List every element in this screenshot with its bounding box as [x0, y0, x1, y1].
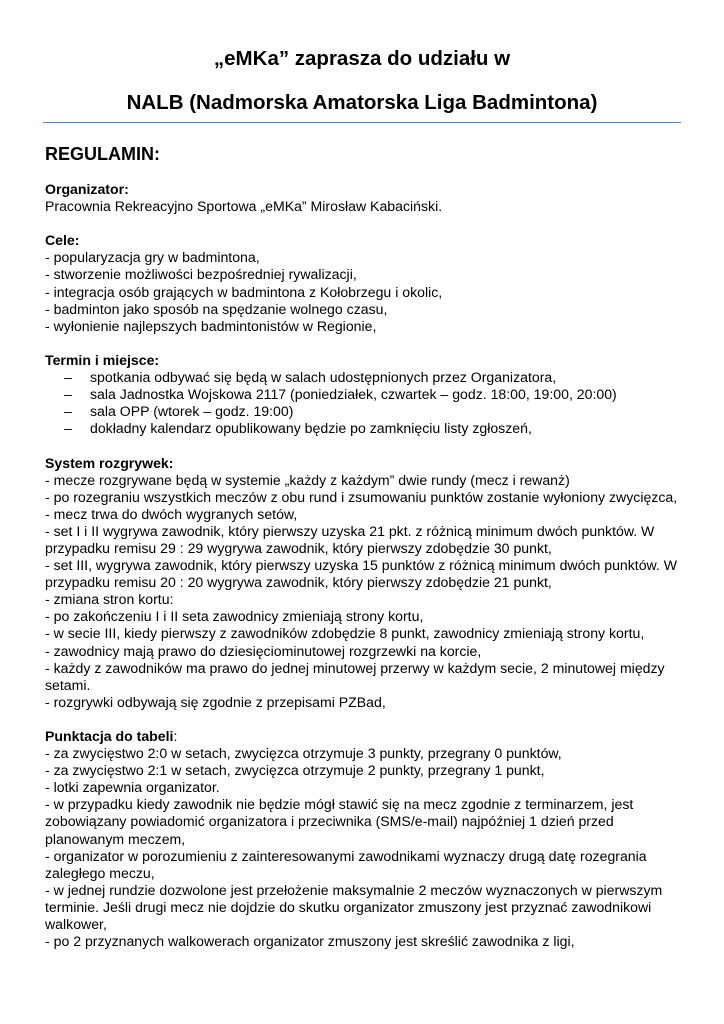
goals-item: - stworzenie możliwości bezpośredniej rywalizacji, [45, 266, 357, 283]
regulamin-heading: REGULAMIN: [45, 144, 160, 164]
venue-item-text: sala OPP (wtorek – godz. 19:00) [90, 403, 294, 420]
system-item: - mecz trwa do dwóch wygranych setów, [45, 505, 298, 522]
title-line-1: „eMKa” zaprasza do udziału w [213, 47, 511, 70]
scoring-item: - po 2 przyznanych walkowerach organizator zmuszony jest skreślić zawodnika z ligi, [45, 933, 575, 950]
document-body [45, 181, 685, 967]
venue-item-text: dokładny kalendarz opublikowany będzie po zamknięciu listy zgłoszeń, [90, 420, 532, 437]
system-item: - po rozegraniu wszystkich meczów z obu rund i zsumowaniu punktów zostanie wyłoniony zwycięzca, [45, 488, 678, 505]
venue-item [45, 420, 685, 437]
scoring-item: - za zwycięstwo 2:1 w setach, zwycięzca otrzymuje 2 punkty, przegrany 1 punkt, [45, 762, 545, 779]
goals-section [45, 232, 685, 335]
scoring-item: - w jednej rundzie dozwolone jest przełożenie maksymalnie 2 meczów wyznaczonych w pierwszym terminie. Jeśli drugi mecz nie dojdzie do skutku organizator zmuszony jest przyznać zawodnikowi walkower, [45, 881, 663, 933]
dash-bullet: – [64, 420, 72, 437]
system-item: - każdy z zawodników ma prawo do jednej minutowej przerwy w każdym secie, 2 minutowej między setami. [45, 659, 665, 693]
scoring-section [45, 728, 685, 950]
venue-item-text: spotkania odbywać się będą w salach udostępnionych przez Organizatora, [90, 369, 557, 386]
goals-item: - wyłonienie najlepszych badmintonistów w Regionie, [45, 317, 377, 334]
dash-bullet: – [64, 369, 72, 386]
scoring-item: - w przypadku kiedy zawodnik nie będzie mógł stawić się na mecz zgodnie z terminarzem, jest zobowiązany powiadomić organizatora i przeciwnika (SMS/e-mail) najpóźniej 1 dzień przed planowanym meczem, [45, 796, 634, 847]
system-section [45, 455, 685, 711]
scoring-heading: Punktacja do tabeli [45, 728, 174, 744]
organizer-section [45, 181, 685, 215]
venue-heading: Termin i miejsce: [45, 351, 160, 368]
dash-bullet: – [64, 386, 72, 403]
system-item: - po zakończeniu I i II seta zawodnicy zmieniają strony kortu, [45, 608, 424, 625]
scoring-item: - organizator w porozumieniu z zainteresowanymi zawodnikami wyznaczy drugą datę rozegrania zaległego meczu, [45, 847, 647, 881]
system-item: - set I i II wygrywa zawodnik, który pierwszy uzyska 21 pkt. z różnicą minimum dwóch punktów. W przypadku remisu 29 : 29 wygrywa zawodnik, który pierwszy zdobędzie 30 punkt, [45, 522, 655, 556]
venue-section [45, 352, 685, 437]
title-line-2: NALB (Nadmorska Amatorska Liga Badmintona) [126, 91, 598, 114]
venue-item [45, 403, 685, 420]
system-item: - zawodnicy mają prawo do dziesięciominutowej rozgrzewki na korcie, [45, 642, 482, 659]
venue-item-text: sala Jadnostka Wojskowa 2117 (poniedziałek, czwartek – godz. 18:00, 19:00, 20:00) [90, 386, 617, 403]
system-item: - rozgrywki odbywają się zgodnie z przepisami PZBad, [45, 693, 386, 710]
goals-item: - badminton jako sposób na spędzanie wolnego czasu, [45, 300, 388, 317]
system-item: - set III, wygrywa zawodnik, który pierwszy uzyska 15 punktów z różnicą minimum dwóch punktów. W przypadku remisu 20 : 20 wygrywa zawodnik, który pierwszy zdobędzie 21 punkt, [45, 557, 678, 591]
scoring-item: - za zwycięstwo 2:0 w setach, zwycięzca otrzymuje 3 punkty, przegrany 0 punktów, [45, 745, 562, 762]
organizer-text: Pracownia Rekreacyjno Sportowa „eMKa” Mirosław Kabaciński. [45, 198, 443, 215]
scoring-item: - lotki zapewnia organizator. [45, 779, 220, 796]
organizer-heading: Organizator: [45, 181, 129, 197]
venue-item [45, 369, 685, 386]
system-item: - zmiana stron kortu: [45, 591, 174, 608]
system-heading: System rozgrywek: [45, 454, 174, 471]
system-item: - w secie III, kiedy pierwszy z zawodników zdobędzie 8 punkt, zawodnicy zmieniają strony kortu, [45, 625, 645, 642]
system-item: - mecze rozgrywane będą w systemie „każdy z każdym” dwie rundy (mecz i rewanż) [45, 471, 570, 488]
dash-bullet: – [64, 403, 72, 420]
goals-item: - integracja osób grających w badmintona z Kołobrzegu i okolic, [45, 283, 443, 300]
goals-item: - popularyzacja gry w badmintona, [45, 249, 260, 266]
title-divider [43, 122, 681, 123]
venue-item [45, 386, 685, 403]
scoring-heading-colon: : [173, 728, 178, 744]
scoring-heading-line [45, 728, 685, 745]
goals-heading: Cele: [45, 232, 80, 249]
